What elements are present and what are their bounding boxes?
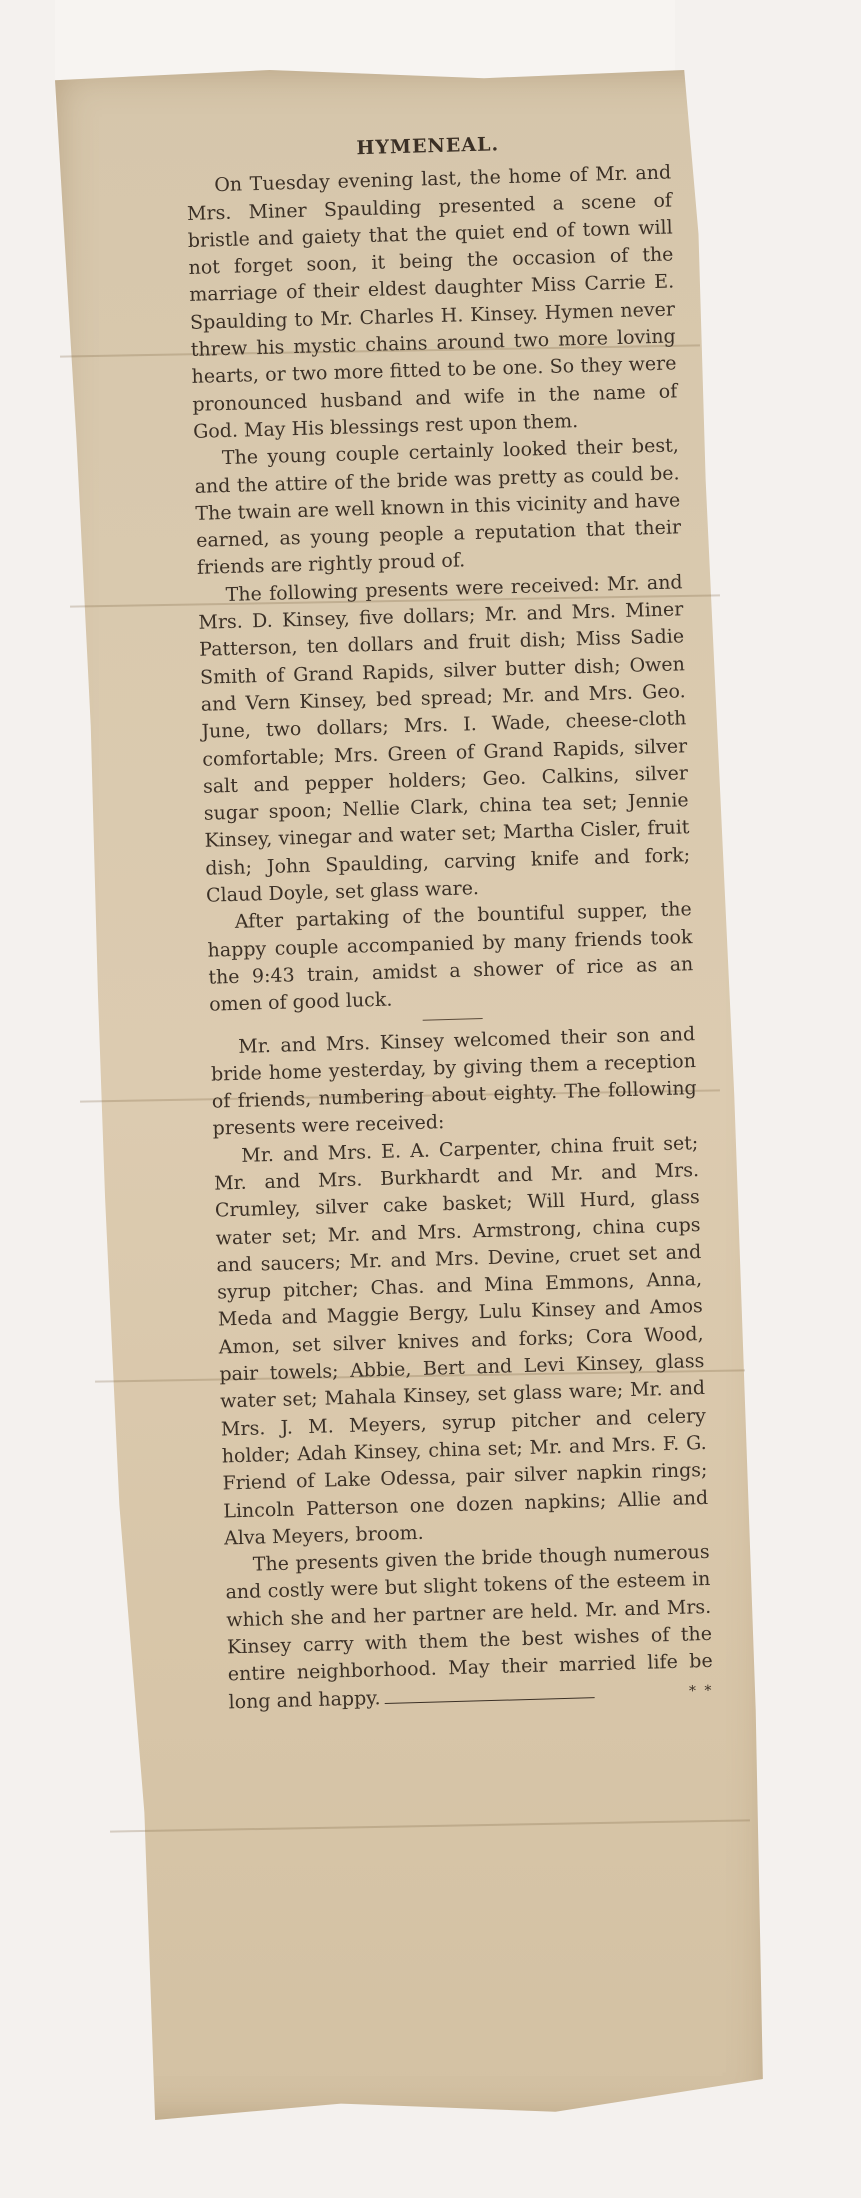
closing-rule (385, 1697, 595, 1704)
paragraph-wedding: On Tuesday evening last, the home of Mr. and Mrs. Miner Spaulding presented a scene of bristle and gaiety that the quiet end of town will not forget soon, it being the occasion of the marriage of their eldest daughter Miss Carrie E. Spaulding to Mr. Charles H. Kinsey. Hymen never threw his mystic chains around two more loving hearts, or two more fitted to be one. So they were pronounced husband and wife in the name of God. May His blessings rest upon them. (186, 161, 678, 443)
paragraph-departure: After partaking of the bountiful supper, the happy couple accompanied by many friends took the 9:43 train, amidst a shower of rice as an omen of good luck. (207, 898, 694, 1016)
paragraph-closing (224, 1539, 713, 1716)
closing-asterism: * * (688, 1682, 714, 1700)
paragraph-couple: The young couple certainly looked their best, and the attire of the bride was pretty as could be. The twain are well known in this vicinity and have earned, as young people a reputation that their friends are rightly proud of. (194, 434, 682, 580)
article-body (185, 126, 714, 1718)
paragraph-reception-presents: Mr. and Mrs. E. A. Carpenter, china fruit set; Mr. and Mrs. Burkhardt and Mr. and Mrs. Crumley, silver cake basket; Will Hurd, glass water set; Mr. and Mrs. Armstrong, china cups and saucers; Mr. and Mrs. Devine, cruet set and syrup pitcher; Chas. and Mina Emmons, Anna, Meda and Maggie Bergy, Lulu Kinsey and Amos Amon, set silver knives and forks; Cora Wood, pair towels; Abbie, Bert and Levi Kinsey, glass water set; Mahala Kinsey, set glass ware; Mr. and Mrs. J. M. Meyers, syrup pitcher and celery holder; Adah Kinsey, china set; Mr. and Mrs. F. G. Friend of Lake Odessa, pair silver napkin rings; Lincoln Patterson one dozen napkins; Allie and Alva Meyers, broom. (213, 1131, 709, 1550)
section-divider (422, 1018, 482, 1021)
paragraph-reception: Mr. and Mrs. Kinsey welcomed their son and bride home yesterday, by giving them a reception of friends, numbering about eighty. The following presents were received: (210, 1022, 697, 1141)
closing-text: The presents given the bride though numerous and costly were but slight tokens of the esteem in which she and her partner are held. Mr. and Mrs. Kinsey carry with them the best wishes of the entire neighborhood. May their married life be long and happy. (225, 1541, 713, 1714)
paragraph-presents: The following presents were received: Mr. and Mrs. D. Kinsey, five dollars; Mr. and Mrs. Miner Patterson, ten dollars and fruit dish; Miss Sadie Smith of Grand Rapids, silver butter dish; Owen and Vern Kinsey, bed spread; Mr. and Mrs. Geo. June, two dollars; Mrs. I. Wade, cheese-cloth comfortable; Mrs. Green of Grand Rapids, silver salt and pepper holders; Geo. Calkins, silver sugar spoon; Nellie Clark, china tea set; Jennie Kinsey, vinegar and water set; Martha Cisler, fruit dish; John Spaulding, carving knife and fork; Claud Doyle, set glass ware. (198, 571, 691, 907)
article-headline: HYMENEAL. (356, 133, 500, 160)
